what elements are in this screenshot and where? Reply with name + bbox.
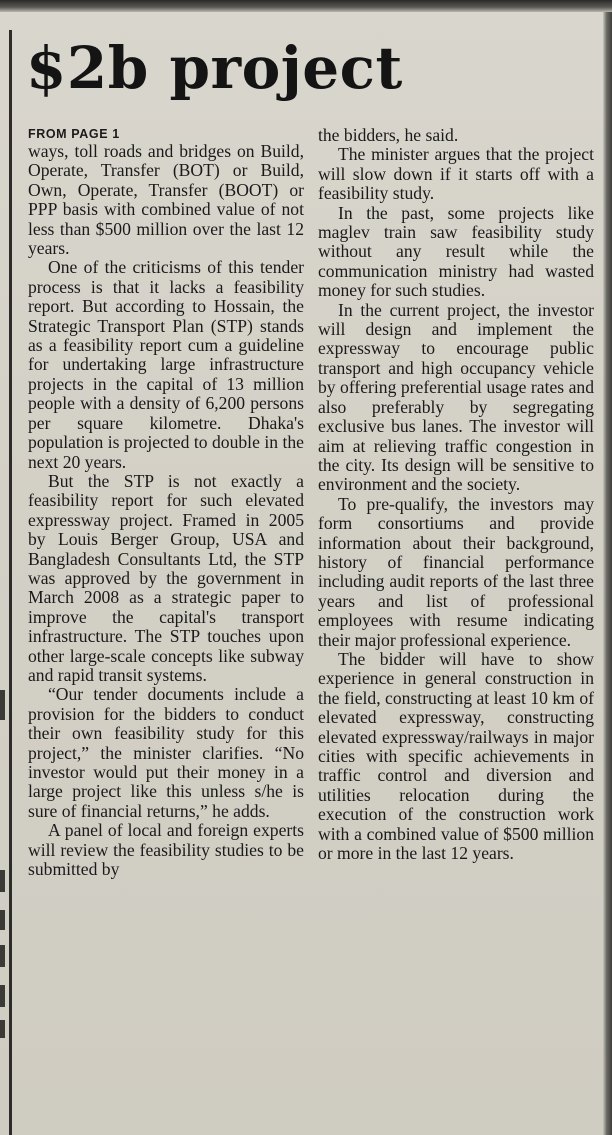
- paragraph: “Our tender documents include a provision for the bidders to conduct their own feasibility study for this project,” the minister clarifies. “No investor would put their money in a large project like this unless s/he is sure of financial returns,” he adds.: [28, 684, 304, 821]
- paragraph: The bidder will have to show experience in general construction in the field, constructing at least 10 km of elevated expressway, constructing elevated expressway/railways in major cities with specific achievements in traffic control and diversion and utilities relocation during the execution of the construction work with a combined value of $500 million or more in the last 12 years.: [318, 648, 594, 864]
- article-column-right: [318, 126, 594, 863]
- continuation-kicker: FROM PAGE 1: [28, 127, 120, 141]
- adjacent-column-fragment: [0, 910, 5, 930]
- paragraph: A panel of local and foreign experts will review the feasibility studies to be submitted by: [28, 820, 304, 880]
- paragraph: The minister argues that the project will slow down if it starts off with a feasibility study.: [318, 144, 594, 204]
- left-column-rule: [9, 30, 12, 1135]
- paragraph: In the current project, the investor will design and implement the expressway to encourage public transport and high occupancy vehicle by offering preferential usage rates and also preferably by segregating exclusive bus lanes. The investor will aim at relieving traffic congestion in the city. Its design will be sensitive to environment and the society.: [318, 299, 594, 495]
- adjacent-column-fragment: [0, 690, 5, 720]
- paragraph: the bidders, he said.: [318, 125, 459, 145]
- paragraph: But the STP is not exactly a feasibility report for such elevated expressway project. Framed in 2005 by Louis Berger Group, USA and Bangladesh Consultants Ltd, the STP was approved by the government in March 2008 as a strategic paper to improve the capital's transport infrastructure. The STP touches upon other large-scale concepts like subway and rapid transit systems.: [28, 470, 304, 685]
- paragraph: ways, toll roads and bridges on Build, Operate, Transfer (BOT) or Build, Own, Operate, Transfer (BOOT) or PPP basis with combined value of not less than $500 million over the last 12 years.: [28, 141, 304, 259]
- adjacent-column-fragment: [0, 945, 5, 967]
- page-edge-shadow: [603, 12, 612, 1135]
- paragraph: One of the criticisms of this tender process is that it lacks a feasibility report. But according to Hossain, the Strategic Transport Plan (STP) stands as a feasibility report cum a guideline for undertaking large infrastructure projects in the capital of 13 million people with a density of 6,200 persons per square kilometre. Dhaka's population is projected to double in the next 20 years.: [28, 257, 304, 472]
- adjacent-column-fragment: [0, 985, 5, 1007]
- adjacent-column-fragment: [0, 1020, 5, 1038]
- paragraph: To pre-qualify, the investors may form consortiums and provide information about their background, history of financial performance including audit reports of the last three years and list of professional employees with resume indicating their major professional experience.: [318, 493, 594, 650]
- adjacent-column-fragment: [0, 870, 5, 892]
- headline: $2b project: [26, 34, 403, 102]
- paragraph: In the past, some projects like maglev train saw feasibility study without any result while the communication ministry had wasted money for such studies.: [318, 202, 594, 301]
- article-column-left: [28, 126, 304, 879]
- top-shadow-strip: [0, 0, 612, 12]
